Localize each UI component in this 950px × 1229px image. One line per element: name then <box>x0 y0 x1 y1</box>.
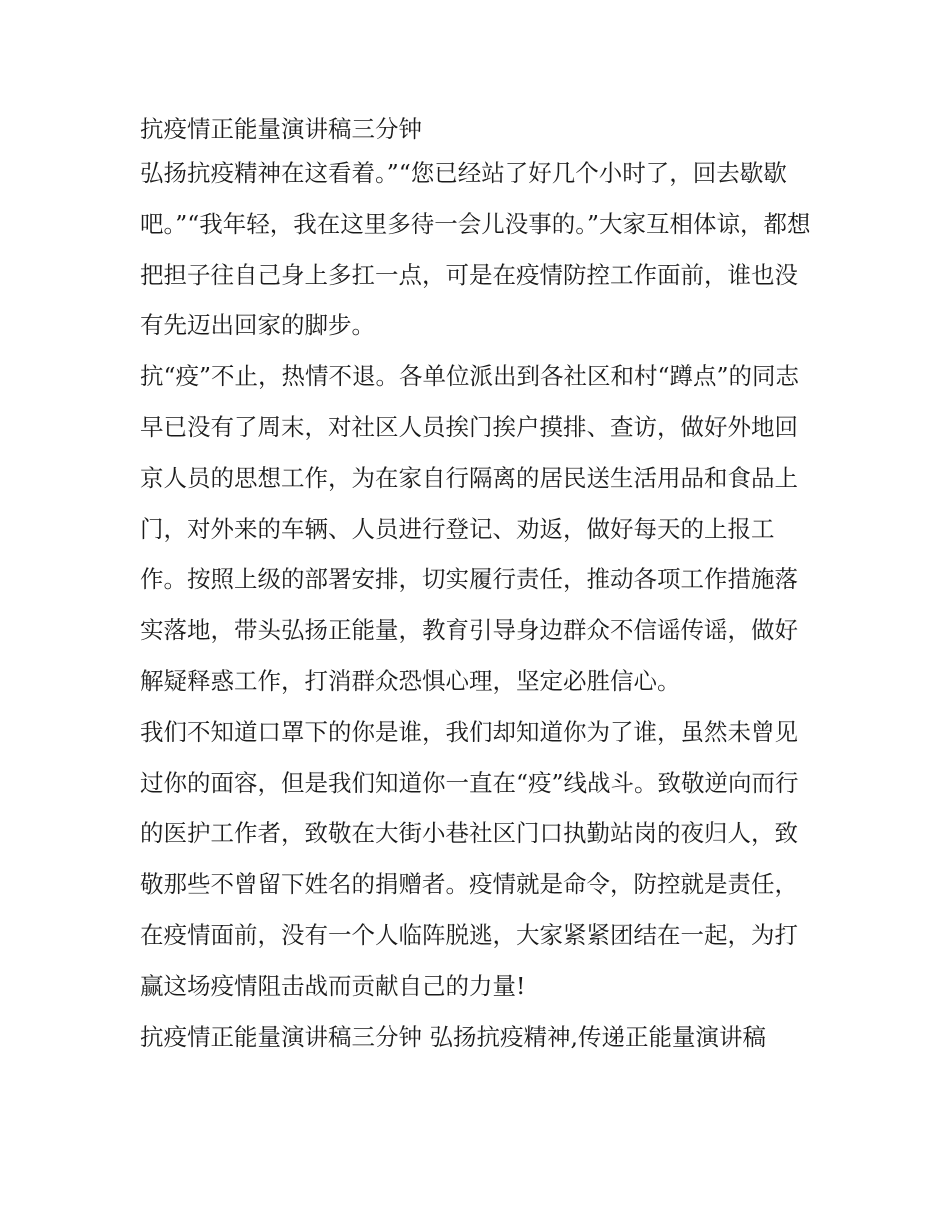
paragraph-1: 弘扬抗疫精神在这看着。”“您已经站了好几个小时了，回去歇歇吧。”“我年轻，我在这里多待一会儿没事的。”大家互相体谅，都想把担子往自己身上多扛一点，可是在疫情防控工作面前，谁也没有先迈出回家的脚步。 <box>140 159 811 340</box>
paragraph-3: 我们不知道口罩下的你是谁，我们却知道你为了谁，虽然未曾见过你的面容，但是我们知道你一直在“疫”线战斗。致敬逆向而行的医护工作者，致敬在大街小巷社区门口执勤站岗的夜归人，致敬那些不曾留下姓名的捐赠者。疫情就是命令，防控就是责任，在疫情面前，没有一个人临阵脱逃，大家紧紧团结在一起，为打赢这场疫情阻击战而贡献自己的力量! <box>140 717 799 1000</box>
footer-line: 抗疫情正能量演讲稿三分钟 弘扬抗疫精神,传递正能量演讲稿 <box>140 1022 766 1051</box>
document-title: 抗疫情正能量演讲稿三分钟 <box>140 115 422 143</box>
document-body <box>140 110 820 1062</box>
paragraph-2: 抗“疫”不止，热情不退。各单位派出到各社区和村“蹲点”的同志早已没有了周末，对社区人员挨门挨户摸排、查访，做好外地回京人员的思想工作，为在家自行隔离的居民送生活用品和食品上门，对外来的车辆、人员进行登记、劝返，做好每天的上报工作。按照上级的部署安排，切实履行责任，推动各项工作措施落实落地，带头弘扬正能量，教育引导身边群众不信谣传谣，做好解疑释惑工作，打消群众恐惧心理，坚定必胜信心。 <box>140 362 800 695</box>
